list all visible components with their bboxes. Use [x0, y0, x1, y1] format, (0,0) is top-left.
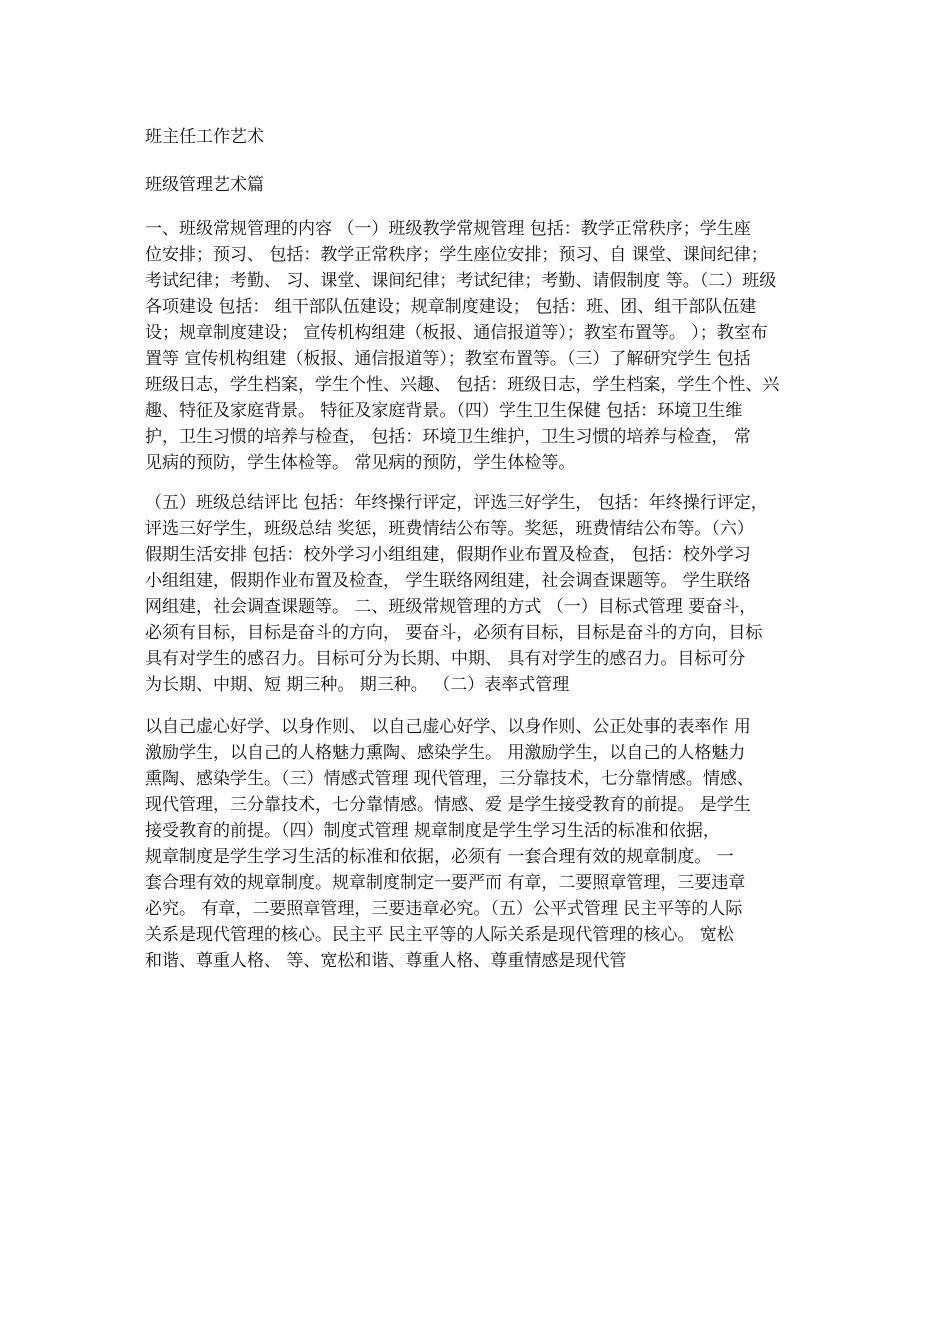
document-title: 班主任工作艺术	[145, 127, 264, 147]
document-subtitle: 班级管理艺术篇	[145, 175, 264, 195]
paragraph-line: 考试纪律；考勤、 习、课堂、课间纪律；考试纪律；考勤、请假制度 等。（二）班级	[145, 271, 777, 291]
paragraph-line: 设；规章制度建设； 宣传机构组建（板报、通信报道等）；教室布置等。 ）；教室布	[145, 323, 768, 343]
paragraph-line: 激励学生，以自己的人格魅力熏陶、感染学生。 用激励学生，以自己的人格魅力	[145, 743, 746, 763]
paragraph-line: 套合理有效的规章制度。规章制度制定一要严而 有章，二要照章管理，三要违章	[145, 873, 746, 893]
paragraph-3	[145, 714, 807, 974]
paragraph-line: 必须有目标，目标是奋斗的方向， 要奋斗，必须有目标，目标是奋斗的方向，目标	[145, 623, 763, 643]
paragraph-line: 评选三好学生，班级总结 奖惩，班费情结公布等。奖惩，班费情结公布等。（六）	[145, 519, 754, 539]
paragraph-line: 假期生活安排 包括：校外学习小组组建，假期作业布置及检查， 包括：校外学习	[145, 545, 751, 565]
paragraph-1	[145, 216, 807, 476]
paragraph-line: 关系是现代管理的核心。民主平 民主平等的人际关系是现代管理的核心。 宽松	[145, 925, 734, 945]
paragraph-line: 规章制度是学生学习生活的标准和依据，必须有 一套合理有效的规章制度。 一	[145, 847, 734, 867]
paragraph-line: 熏陶、感染学生。（三）情感式管理 现代管理，三分靠技术，七分靠情感。情感、	[145, 769, 754, 789]
paragraph-line: 班级日志，学生档案，学生个性、兴趣、 包括：班级日志，学生档案，学生个性、兴	[145, 375, 780, 395]
paragraph-line: 具有对学生的感召力。目标可分为长期、中期、 具有对学生的感召力。目标可分	[145, 649, 746, 669]
paragraph-line: 置等 宣传机构组建（板报、通信报道等）；教室布置等。（三）了解研究学生 包括	[145, 349, 751, 369]
paragraph-line: 和谐、尊重人格、 等、宽松和谐、尊重人格、尊重情感是现代管	[145, 951, 627, 971]
paragraph-line: 为长期、中期、短 期三种。 期三种。 （二）表率式管理	[145, 675, 570, 695]
paragraph-line: 各项建设 包括： 组干部队伍建设；规章制度建设； 包括：班、团、组干部队伍建	[145, 297, 757, 317]
paragraph-line: 现代管理，三分靠技术，七分靠情感。情感、爱 是学生接受教育的前提。 是学生	[145, 795, 751, 815]
paragraph-line: 接受教育的前提。（四）制度式管理 规章制度是学生学习生活的标准和依据，	[145, 821, 720, 841]
paragraph-line: 护，卫生习惯的培养与检查， 包括：环境卫生维护，卫生习惯的培养与检查， 常	[145, 427, 751, 447]
paragraph-line: 小组组建，假期作业布置及检查， 学生联络网组建，社会调查课题等。 学生联络	[145, 571, 751, 591]
paragraph-line: 位安排；预习、 包括：教学正常秩序；学生座位安排；预习、自 课堂、课间纪律；	[145, 245, 768, 265]
paragraph-line: （五）班级总结评比 包括：年终操行评定，评选三好学生， 包括：年终操行评定，	[145, 493, 768, 513]
paragraph-line: 趣、特征及家庭背景。 特征及家庭背景。（四）学生卫生保健 包括：环境卫生维	[145, 401, 743, 421]
document-page	[145, 0, 807, 1344]
paragraph-line: 必究。 有章，二要照章管理，三要违章必究。（五）公平式管理 民主平等的人际	[145, 899, 743, 919]
paragraph-line: 一、班级常规管理的内容 （一）班级教学常规管理 包括：教学正常秩序；学生座	[145, 219, 751, 239]
paragraph-2	[145, 490, 807, 698]
paragraph-line: 见病的预防，学生体检等。 常见病的预防，学生体检等。	[145, 453, 576, 473]
paragraph-line: 以自己虚心好学、以身作则、 以自己虚心好学、以身作则、公正处事的表率作 用	[145, 717, 751, 737]
paragraph-line: 网组建，社会调查课题等。 二、班级常规管理的方式 （一）目标式管理 要奋斗，	[145, 597, 757, 617]
